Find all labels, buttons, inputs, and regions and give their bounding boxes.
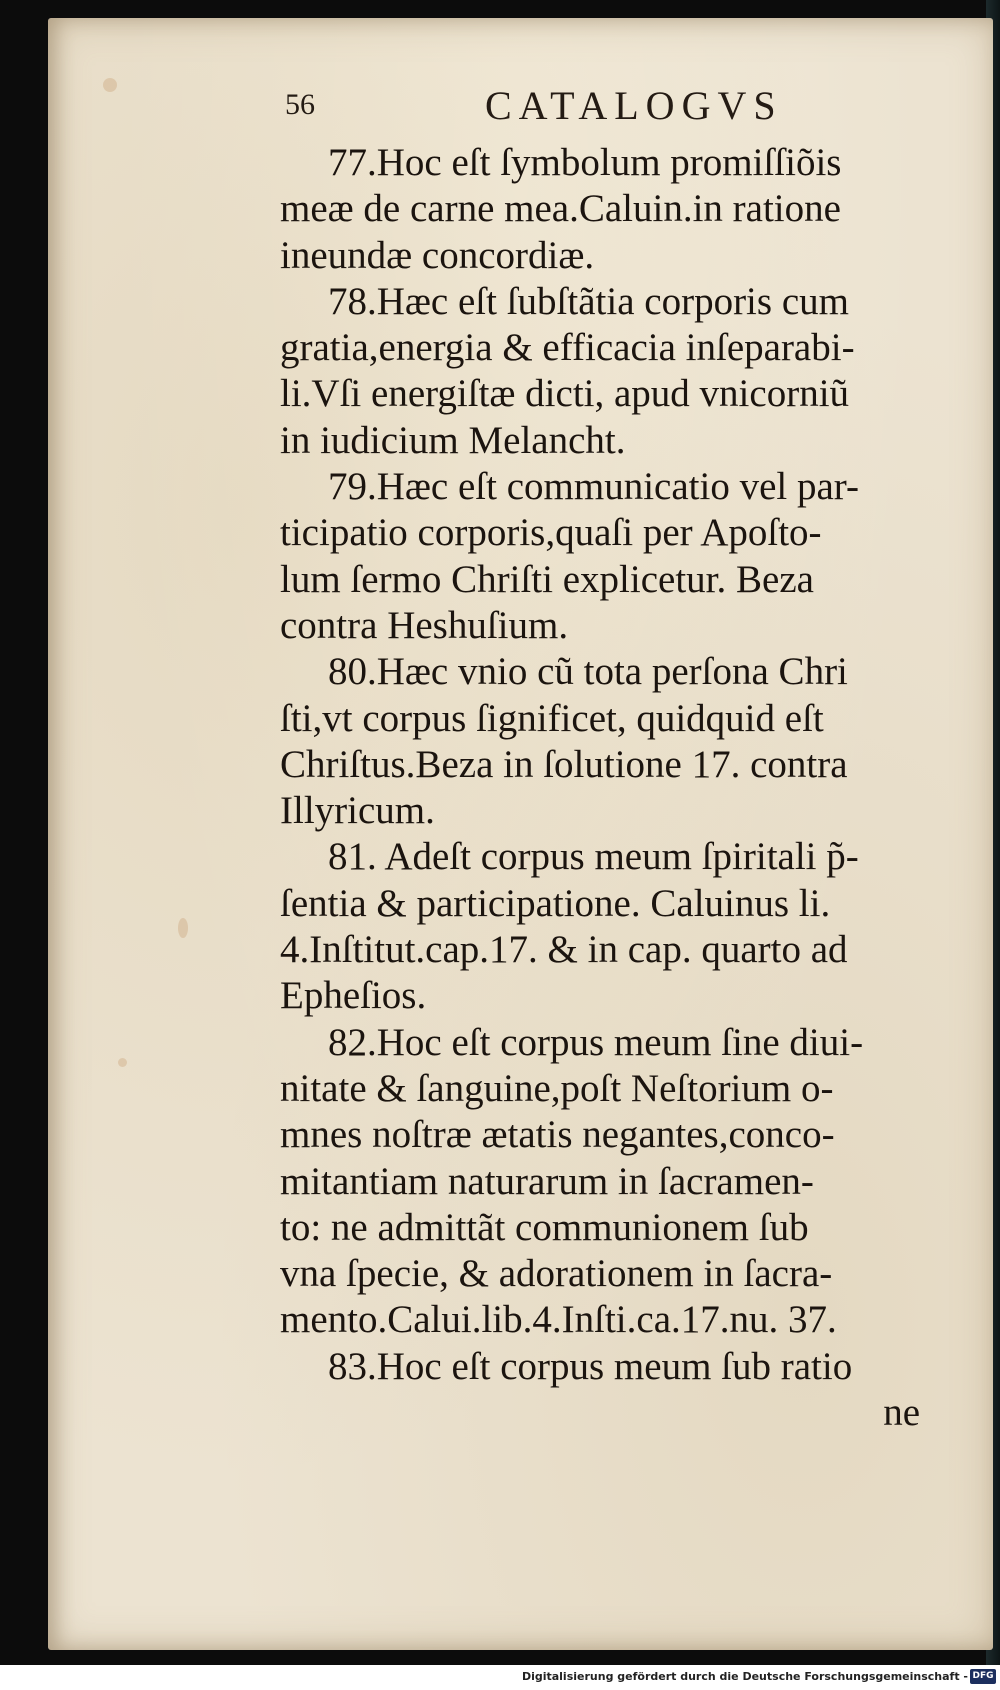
text-line: vna ſpecie, & adorationem in ſacra-	[280, 1252, 833, 1296]
text-line: to: ne admittãt communionem ſub	[280, 1205, 809, 1249]
text-line: ſti,vt corpus ſignificet, quidquid eſt	[280, 696, 824, 740]
text-line: 78.Hæc eſt ſubſtãtia corporis cum	[328, 279, 849, 323]
text-line: mnes noſtræ ætatis negantes,conco-	[280, 1113, 835, 1157]
catchword: ne	[883, 1391, 920, 1435]
text-line: mitantiam naturarum in ſacramen-	[280, 1159, 814, 1203]
page-header	[285, 82, 915, 132]
text-line: 4.Inſtitut.cap.17. & in cap. quarto ad	[280, 928, 848, 972]
text-line: gratia,energia & efficacia inſeparabi-	[280, 326, 855, 370]
text-line: in iudicium Melancht.	[280, 418, 626, 462]
text-line: nitate & ſanguine,poſt Neſtorium o-	[280, 1066, 834, 1110]
running-head: CATALOGVS	[485, 83, 783, 128]
text-line: Illyricum.	[280, 789, 435, 833]
text-line: 77.Hoc eſt ſymbolum promiſſiõis	[328, 141, 842, 184]
text-line: 83.Hoc eſt corpus meum ſub ratio	[328, 1344, 853, 1388]
text-line: li.Vſi energiſtæ dicti, apud vnicorniũ	[280, 372, 850, 416]
text-line: contra Heshuſium.	[280, 603, 569, 647]
text-line: 79.Hæc eſt communicatio vel par-	[328, 465, 859, 509]
footer-bar	[0, 1665, 1000, 1690]
text-line: mento.Calui.lib.4.Inſti.ca.17.nu. 37.	[280, 1298, 837, 1342]
dfg-logo-icon[interactable]: DFG	[970, 1669, 996, 1684]
body-text	[280, 140, 920, 1436]
foxing-spot	[178, 918, 188, 938]
foxing-spot	[118, 1058, 127, 1067]
text-line: ticipatio corporis,quaſi per Apoſto-	[280, 511, 822, 555]
text-line: Epheſios.	[280, 974, 427, 1018]
text-line: ineundæ concordiæ.	[280, 233, 595, 277]
text-line: lum ſermo Chriſti explicetur. Beza	[280, 557, 814, 601]
text-line: ſentia & participatione. Caluinus li.	[280, 881, 831, 925]
footer-credit: Digitalisierung gefördert durch die Deutsche Forschungsgemeinschaft -	[521, 1670, 968, 1683]
text-line: 80.Hæc vnio cũ tota perſona Chri	[328, 650, 848, 694]
text-line: 82.Hoc eſt corpus meum ſine diui-	[328, 1020, 864, 1064]
foxing-spot	[103, 78, 117, 92]
text-line: meæ de carne mea.Caluin.in ratione	[280, 187, 841, 231]
text-line: Chriſtus.Beza in ſolutione 17. contra	[280, 742, 848, 786]
text-line: 81. Adeſt corpus meum ſpiritali p̃-	[328, 835, 859, 879]
page-number: 56	[285, 88, 315, 121]
